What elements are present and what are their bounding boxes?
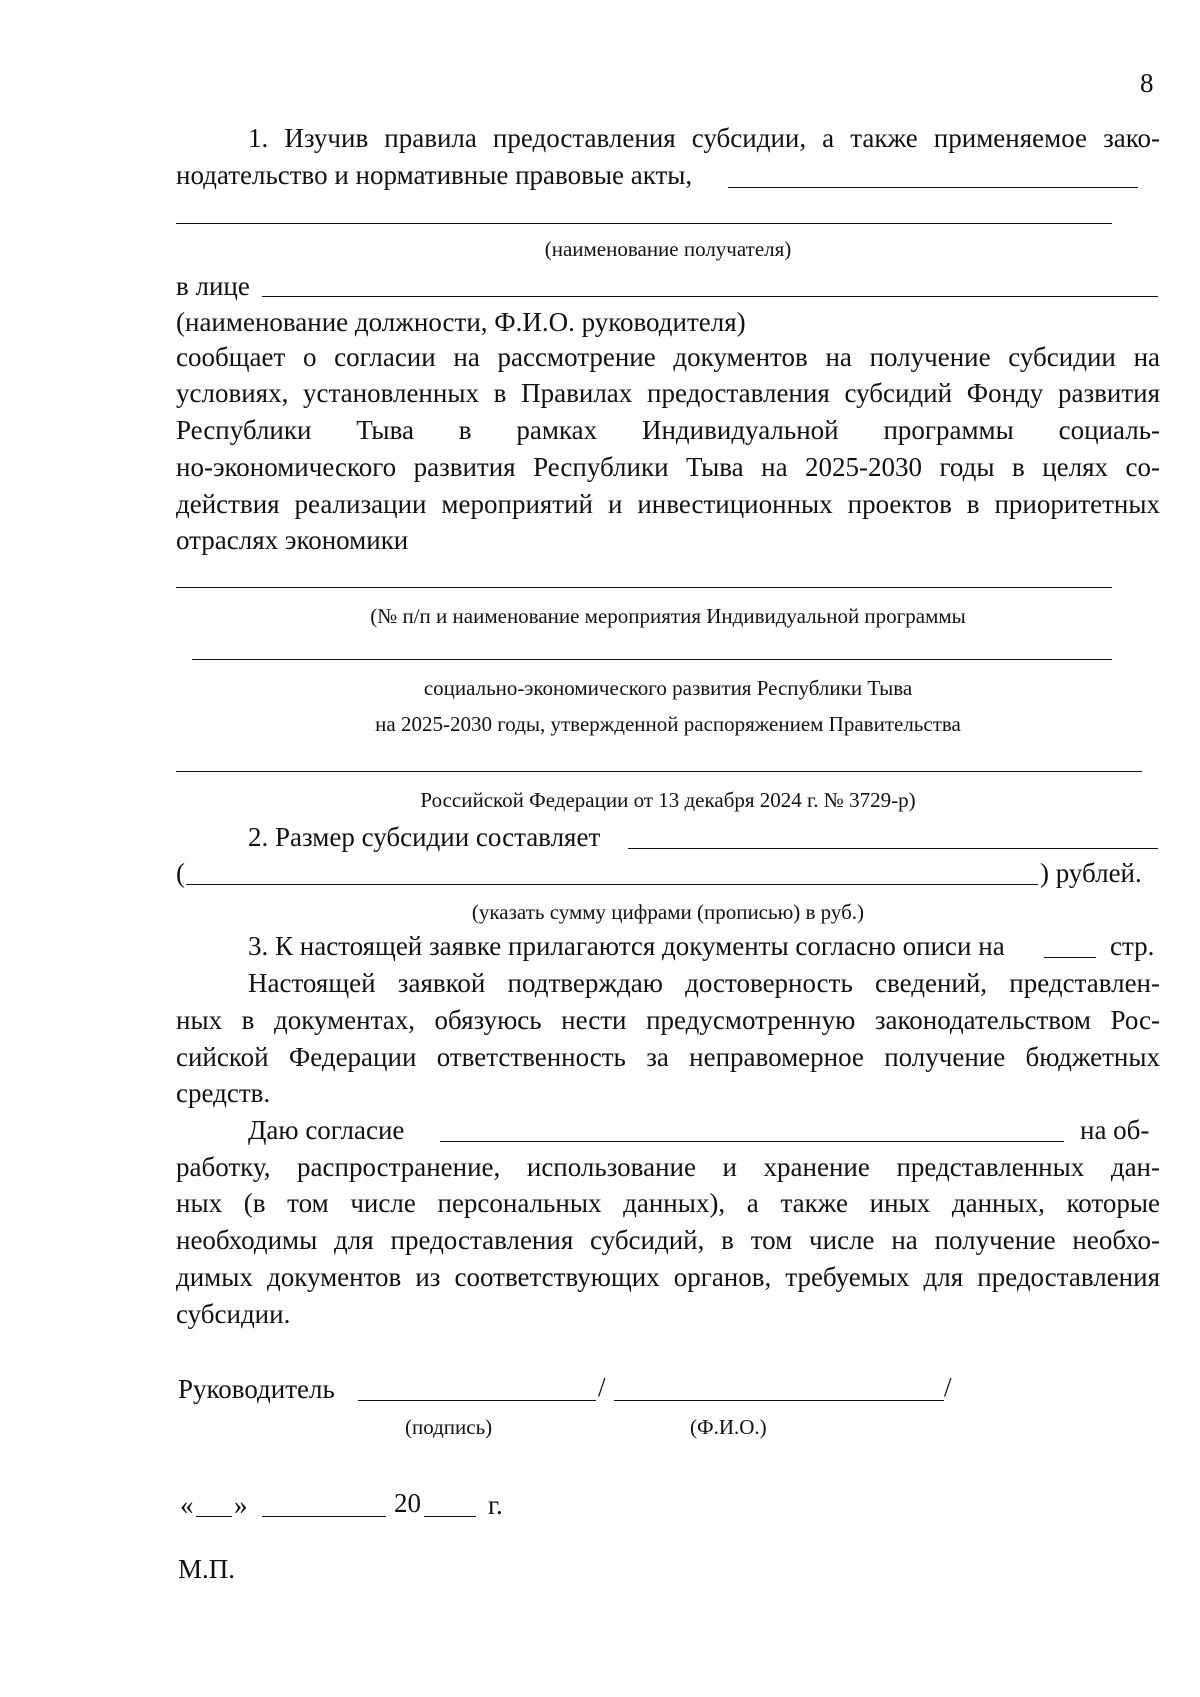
agree-line-1: работку, распространение, использование и хранение представленных дан-	[176, 1152, 1160, 1182]
consent-line-5: действия реализации мероприятий и инвестиционных проектов в приоритетных	[176, 489, 1160, 519]
head-label: Руководитель	[178, 1374, 335, 1404]
sum-caption: (указать сумму цифрами (прописью) в руб.)	[471, 900, 865, 924]
confirm-line-4: средств.	[176, 1078, 271, 1108]
agree-line-3: необходимы для предоставления субсидий, в том числе на получение необхо-	[176, 1225, 1160, 1255]
program-field-line-3[interactable]	[176, 771, 1142, 772]
signature-field[interactable]	[358, 1400, 596, 1401]
date-year-suffix: г.	[488, 1490, 503, 1520]
recipient-field-line-2[interactable]	[176, 223, 1112, 224]
program-caption-4: Российской Федерации от 13 декабря 2024 г. № 3729-р)	[420, 788, 916, 812]
consent-line-4: но-экономического развития Республики Тыва на 2025-2030 годы в целях со-	[176, 452, 1160, 482]
date-close-quote: »	[234, 1490, 248, 1520]
consent-line-1: сообщает о согласии на рассмотрение документов на получение субсидии на	[176, 342, 1160, 372]
signature-slash-1: /	[598, 1372, 606, 1402]
program-caption-2: социально-экономического развития Республики Тыва	[423, 676, 913, 700]
in-person-label: в лице	[176, 271, 250, 301]
subsidy-amount-label: 2. Размер субсидии составляет	[248, 822, 601, 852]
agree-line-2: ных (в том числе персональных данных), а также иных данных, которые	[176, 1188, 1160, 1218]
date-month-field[interactable]	[262, 1516, 386, 1517]
pages-count-field[interactable]	[1044, 957, 1096, 958]
rubles-suffix: ) рублей.	[1040, 858, 1142, 888]
program-caption-3: на 2025-2030 годы, утвержденной распоряжением Правительства	[375, 712, 961, 736]
agree-line-5: субсидии.	[176, 1299, 291, 1329]
agree-line-4: димых документов из соответствующих органов, требуемых для предоставления	[176, 1262, 1160, 1292]
program-caption-1: (№ п/п и наименование мероприятия Индивидуальной программы	[370, 604, 966, 628]
paren-open: (	[176, 858, 185, 888]
program-field-line-1[interactable]	[176, 587, 1112, 588]
subsidy-amount-field[interactable]	[628, 848, 1158, 849]
agree-name-field[interactable]	[440, 1141, 1064, 1142]
representative-field-line[interactable]	[262, 296, 1158, 297]
consent-line-3: Республики Тыва в рамках Индивидуальной программы социаль-	[176, 415, 1160, 445]
position-caption: (наименование должности, Ф.И.О. руководителя)	[176, 307, 746, 337]
pages-suffix: стр.	[1110, 931, 1155, 961]
fio-caption: (Ф.И.О.)	[690, 1415, 767, 1439]
consent-line-6: отраслях экономики	[176, 525, 409, 555]
signature-caption: (подпись)	[405, 1415, 493, 1439]
signature-slash-2: /	[944, 1372, 952, 1402]
agree-suffix: на об-	[1080, 1115, 1150, 1145]
recipient-field-line[interactable]	[728, 187, 1138, 188]
fio-field[interactable]	[614, 1400, 944, 1401]
date-year-prefix: 20	[394, 1488, 421, 1518]
agree-label: Даю согласие	[248, 1115, 405, 1145]
consent-line-2: условиях, установленных в Правилах предоставления субсидий Фонду развития	[176, 378, 1160, 408]
page-number: 8	[1140, 68, 1154, 98]
confirm-line-3: сийской Федерации ответственность за неправомерное получение бюджетных	[176, 1042, 1160, 1072]
subsidy-amount-words-field[interactable]	[186, 884, 1038, 885]
date-year-field[interactable]	[424, 1516, 476, 1517]
date-open-quote: «	[180, 1490, 194, 1520]
confirm-line-2: ных в документах, обязуюсь нести предусмотренную законодательством Рос-	[176, 1005, 1160, 1035]
date-day-field[interactable]	[196, 1516, 232, 1517]
p1-line2: нодательство и нормативные правовые акты,	[176, 160, 693, 190]
program-field-line-2[interactable]	[192, 659, 1112, 660]
confirm-line-1: Настоящей заявкой подтверждаю достоверность сведений, представлен-	[248, 968, 1160, 998]
attachments-label: 3. К настоящей заявке прилагаются документы согласно описи на	[248, 931, 1005, 961]
recipient-caption: (наименование получателя)	[544, 237, 792, 261]
stamp-label: М.П.	[178, 1554, 236, 1584]
p1-line1: 1. Изучив правила предоставления субсидии, а также применяемое зако-	[248, 123, 1160, 153]
